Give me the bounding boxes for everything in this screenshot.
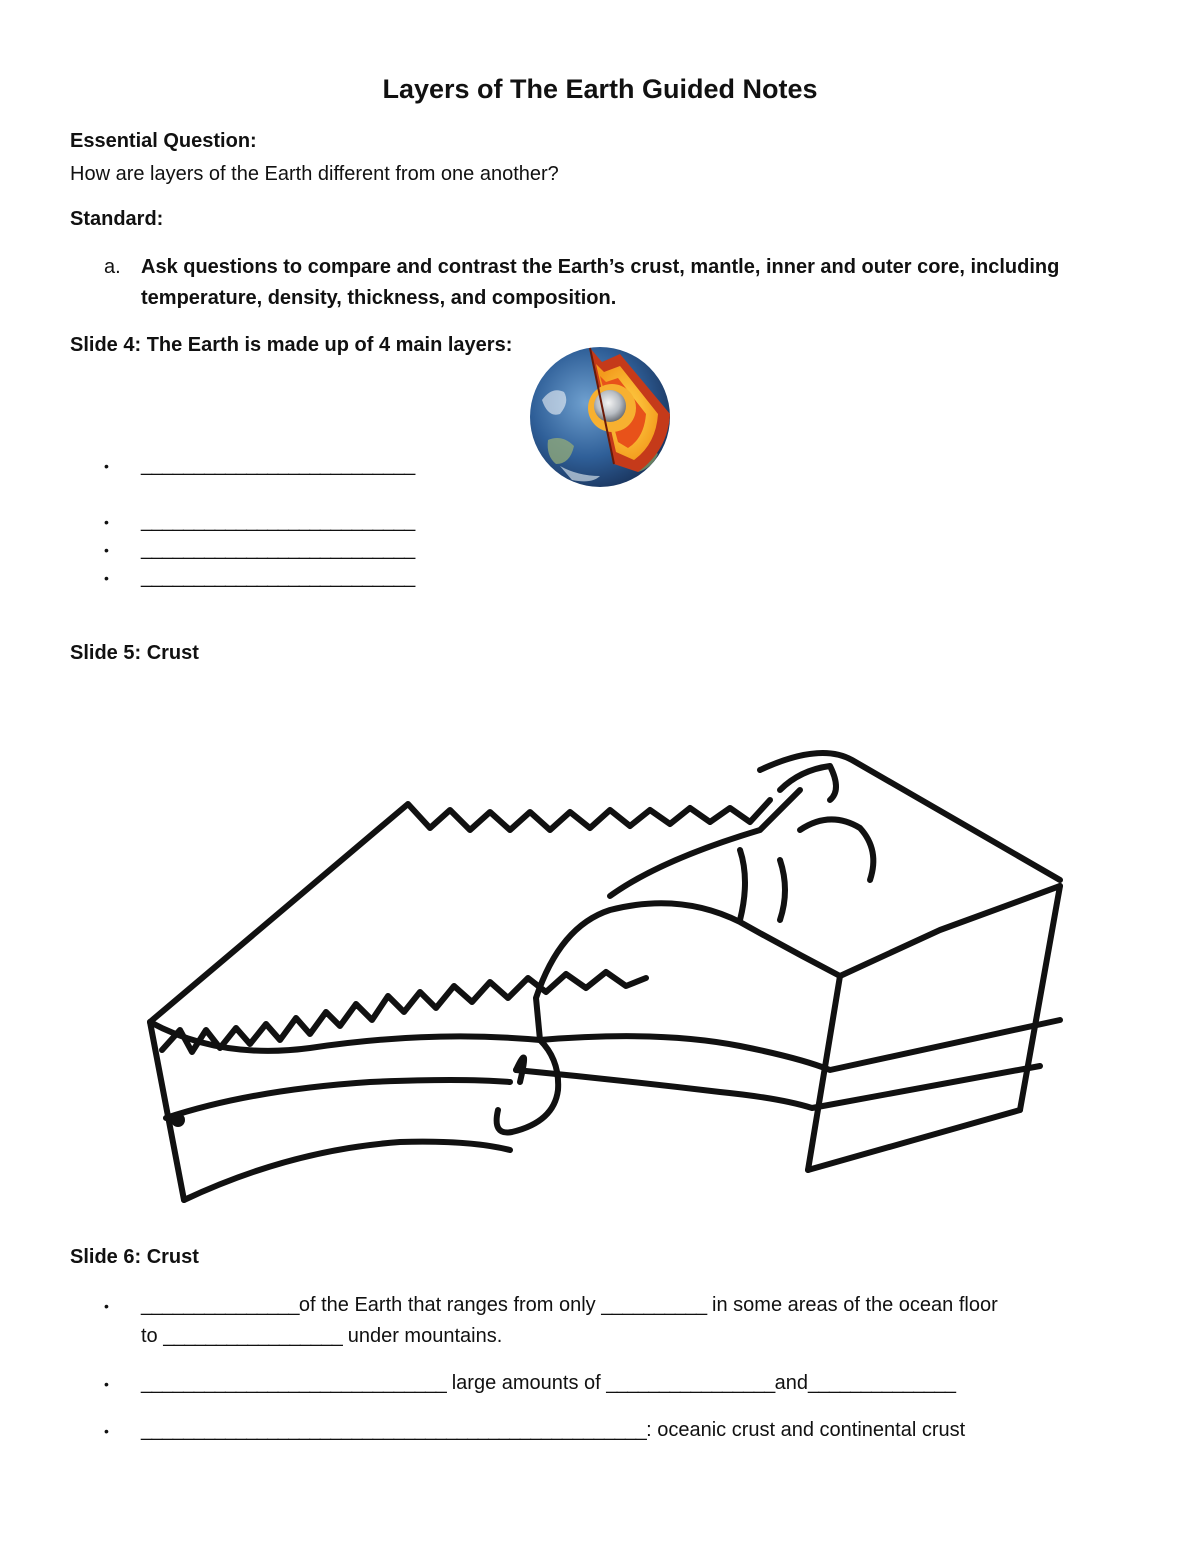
mountain-thickness-blank[interactable]: _________________ bbox=[163, 1325, 343, 1347]
and-text: and bbox=[774, 1372, 809, 1394]
crust-definition-text: of the Earth that ranges from only bbox=[298, 1294, 602, 1316]
slide6-bullet-1-line-1 bbox=[141, 1294, 998, 1317]
element-blank-1[interactable]: ________________ bbox=[606, 1372, 775, 1394]
layer-blank-1[interactable]: __________________________ bbox=[141, 454, 415, 476]
layer-blank-3[interactable]: __________________________ bbox=[141, 538, 415, 560]
large-amounts-text: large amounts of bbox=[446, 1372, 607, 1394]
layer-blank-2[interactable]: __________________________ bbox=[141, 510, 415, 532]
ocean-floor-text: in some areas of the ocean floor bbox=[706, 1294, 998, 1316]
slide6-heading: Slide 6: Crust bbox=[70, 1246, 199, 1268]
slide6-bullet-1-line-2 bbox=[141, 1325, 502, 1348]
crust-block-diagram bbox=[140, 730, 1070, 1210]
element-blank-2[interactable]: ______________ bbox=[808, 1372, 956, 1394]
bullet-icon: • bbox=[104, 514, 109, 530]
standard-item-marker: a. bbox=[104, 256, 121, 278]
bullet-icon: • bbox=[104, 1298, 109, 1314]
under-mountains-text: under mountains. bbox=[342, 1325, 503, 1347]
bullet-icon: • bbox=[104, 570, 109, 586]
slide6-bullet-3 bbox=[141, 1419, 965, 1442]
slide6-bullet-2 bbox=[141, 1372, 955, 1395]
standard-item-line2: temperature, density, thickness, and composition. bbox=[141, 287, 617, 309]
earth-layers-image bbox=[520, 340, 680, 490]
essential-question-heading: Essential Question: bbox=[70, 130, 257, 152]
to-text: to bbox=[141, 1325, 164, 1347]
slide4-heading: Slide 4: The Earth is made up of 4 main layers: bbox=[70, 334, 513, 356]
crust-types-blank[interactable]: ________________________________________________ bbox=[141, 1419, 647, 1441]
standard-item-line1: Ask questions to compare and contrast the Earth’s crust, mantle, inner and outer core, including bbox=[141, 256, 1060, 278]
bullet-icon: • bbox=[104, 1423, 109, 1439]
composition-blank[interactable]: _____________________________ bbox=[141, 1372, 447, 1394]
ocean-floor-thickness-blank[interactable]: __________ bbox=[601, 1294, 707, 1316]
essential-question-text: How are layers of the Earth different from one another? bbox=[70, 163, 559, 185]
bullet-icon: • bbox=[104, 458, 109, 474]
layer-blank-4[interactable]: __________________________ bbox=[141, 566, 415, 588]
page-title: Layers of The Earth Guided Notes bbox=[382, 74, 818, 104]
slide5-heading: Slide 5: Crust bbox=[70, 642, 199, 664]
bullet-icon: • bbox=[104, 542, 109, 558]
bullet-icon: • bbox=[104, 1376, 109, 1392]
standard-heading: Standard: bbox=[70, 208, 164, 230]
crust-types-text: : oceanic crust and continental crust bbox=[646, 1419, 966, 1441]
crust-definition-blank[interactable]: _______________ bbox=[141, 1294, 299, 1316]
